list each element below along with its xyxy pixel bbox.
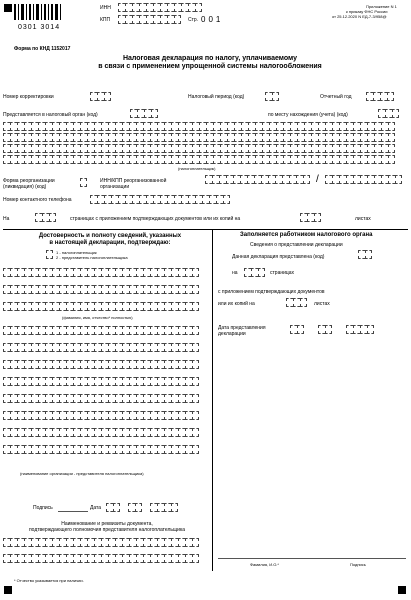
org-row-6[interactable] bbox=[3, 411, 199, 420]
appendix-line-3: от 25.12.2020 N ЕД-7-3/958@ bbox=[332, 14, 387, 19]
submit-date-label: Дата представления декларации bbox=[218, 325, 266, 337]
taxpayer-caption: (налогоплательщик) bbox=[178, 166, 216, 171]
doc-row-1[interactable] bbox=[3, 538, 199, 547]
signer-option-2: 2 - представитель налогоплательщика bbox=[56, 255, 128, 260]
section-top-divider bbox=[3, 229, 408, 230]
pages-label: страницах bbox=[270, 270, 295, 276]
form-title: Налоговая декларация по налогу, уплачиваемому в связи с применением упрощенной системы налогообложения bbox=[98, 55, 322, 70]
org-row-3[interactable] bbox=[3, 360, 199, 369]
correction-cells[interactable] bbox=[90, 92, 111, 101]
kpp-cells[interactable] bbox=[118, 15, 181, 24]
signer-type-cell[interactable] bbox=[46, 250, 53, 259]
fio-row-3[interactable] bbox=[3, 302, 199, 311]
submitted-pages-cells[interactable] bbox=[244, 268, 265, 277]
phone-label: Номер контактного телефона bbox=[3, 197, 72, 203]
reporting-year-cells[interactable] bbox=[366, 92, 394, 101]
registration-number-line[interactable] bbox=[218, 558, 406, 559]
reorg-inn-label: ИНН/КПП реорганизованной организации bbox=[100, 178, 167, 190]
org-row-5[interactable] bbox=[3, 394, 199, 403]
page-label: Стр. bbox=[188, 17, 199, 23]
right-section-title: Заполняется работником налогового органа bbox=[240, 232, 373, 238]
date-year-cells[interactable] bbox=[150, 503, 178, 512]
taxpayer-row-2[interactable] bbox=[3, 133, 395, 142]
kpp-label: КПП bbox=[100, 17, 111, 23]
pages-prefix: На bbox=[3, 216, 10, 222]
right-sheets-label: листах bbox=[314, 301, 330, 307]
submitted-sheets-cells[interactable] bbox=[286, 298, 307, 307]
inn-label: ИНН bbox=[100, 5, 111, 11]
footnote: * Отчество указывается при наличии. bbox=[14, 578, 84, 583]
pages-suffix: страницах с приложением подтверждающих документов или их копий на bbox=[70, 216, 241, 222]
signature-label: Подпись bbox=[33, 505, 53, 511]
tax-period-cells[interactable] bbox=[265, 92, 279, 101]
sheets-count-cells[interactable] bbox=[300, 213, 321, 222]
doc-caption: Наименование и реквизиты документа, подтверждающего полномочия представителя налогоплательщика bbox=[28, 521, 186, 533]
pages-count-cells[interactable] bbox=[35, 213, 56, 222]
page-value: 001 bbox=[201, 15, 224, 24]
or-copies-label: или их копий на bbox=[218, 301, 255, 307]
barcode-number: 0301 3014 bbox=[18, 24, 61, 31]
section-vertical-divider bbox=[212, 229, 213, 571]
inn-cells[interactable] bbox=[118, 3, 202, 12]
doc-row-2[interactable] bbox=[3, 554, 199, 563]
corner-marker-bottom-right bbox=[398, 586, 406, 594]
fio-caption: (фамилия, имя, отчество* полностью) bbox=[62, 315, 133, 320]
org-row-1[interactable] bbox=[3, 326, 199, 335]
right-section-subtitle: Сведения о представлении декларации bbox=[250, 242, 343, 248]
location-cells[interactable] bbox=[378, 109, 399, 118]
form-code: Форма по КНД 1152017 bbox=[14, 46, 71, 52]
reporting-year-label: Отчетный год bbox=[320, 94, 352, 100]
date-label: Дата bbox=[90, 505, 102, 511]
right-signature-label: Подпись bbox=[350, 562, 366, 567]
signature-line[interactable] bbox=[58, 511, 88, 512]
left-section-title: Достоверность и полноту сведений, указанных в настоящей декларации, подтверждаю: bbox=[38, 233, 182, 246]
reorg-inn-cells[interactable] bbox=[205, 175, 310, 184]
date-day-cells[interactable] bbox=[106, 503, 120, 512]
corner-marker-bottom-left bbox=[4, 586, 12, 594]
submit-date-month-cells[interactable] bbox=[318, 325, 332, 334]
submit-date-year-cells[interactable] bbox=[346, 325, 374, 334]
fio-label: Фамилия, И.О.* bbox=[250, 562, 279, 567]
reorg-kpp-cells[interactable] bbox=[325, 175, 402, 184]
sheets-label: листах bbox=[355, 216, 371, 222]
corner-marker-top-left bbox=[4, 4, 12, 12]
submitted-code-label: Данная декларация представлена (код) bbox=[232, 254, 325, 260]
org-row-2[interactable] bbox=[3, 343, 199, 352]
submit-date-day-cells[interactable] bbox=[290, 325, 304, 334]
tax-authority-cells[interactable] bbox=[130, 109, 158, 118]
reorg-form-cells[interactable] bbox=[80, 178, 87, 187]
appendix-line-1: Приложение N 1 bbox=[366, 4, 397, 9]
taxpayer-row-4[interactable] bbox=[3, 155, 395, 164]
on-label: на bbox=[232, 270, 238, 276]
appendix-line-2: к приказу ФНС России bbox=[346, 9, 388, 14]
taxpayer-row-3[interactable] bbox=[3, 144, 395, 153]
with-docs-label: с приложением подтверждающих документов bbox=[218, 289, 325, 295]
reorg-slash: / bbox=[316, 174, 319, 185]
submitted-code-cells[interactable] bbox=[358, 250, 372, 259]
barcode bbox=[14, 4, 62, 26]
org-row-4[interactable] bbox=[3, 377, 199, 386]
org-caption: (наименование организации - представителя налогоплательщика) bbox=[20, 471, 144, 476]
tax-authority-label: Представляется в налоговый орган (код) bbox=[3, 112, 98, 118]
phone-cells[interactable] bbox=[90, 195, 230, 204]
reorg-form-label: Форма реорганизации (ликвидация) (код) bbox=[3, 178, 55, 190]
org-row-7[interactable] bbox=[3, 428, 199, 437]
signer-option-1: 1 - налогоплательщик bbox=[56, 250, 97, 255]
tax-period-label: Налоговый период (код) bbox=[188, 94, 245, 100]
fio-row-2[interactable] bbox=[3, 285, 199, 294]
location-label: по месту нахождения (учета) (код) bbox=[268, 112, 348, 118]
taxpayer-row-1[interactable] bbox=[3, 122, 395, 131]
correction-label: Номер корректировки bbox=[3, 94, 54, 100]
fio-row-1[interactable] bbox=[3, 268, 199, 277]
date-month-cells[interactable] bbox=[128, 503, 142, 512]
org-row-8[interactable] bbox=[3, 445, 199, 454]
